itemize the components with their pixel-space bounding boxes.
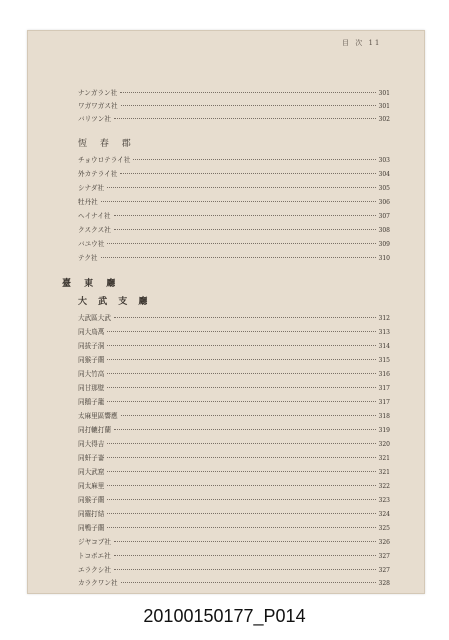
dot-leader (121, 105, 376, 106)
dot-leader (107, 443, 375, 444)
dot-leader (114, 429, 376, 430)
toc-entry (78, 511, 390, 518)
toc-entry-page: 310 (378, 255, 390, 262)
toc-entry (78, 255, 390, 262)
toc-entry (78, 343, 390, 350)
toc-entry-page: 326 (378, 539, 390, 546)
toc-entry-page: 318 (378, 413, 390, 420)
toc-entry (78, 567, 390, 574)
toc-entry (78, 385, 390, 392)
dot-leader (107, 401, 375, 402)
toc-entry-page: 301 (378, 103, 390, 110)
dot-leader (107, 471, 375, 472)
toc-entry (78, 116, 390, 123)
toc-entry-name: 同虷子崙 (78, 454, 105, 462)
section-heading: 恆 春 郡 (78, 139, 136, 149)
toc-entry (78, 329, 390, 336)
toc-entry (78, 539, 390, 546)
dot-leader (101, 257, 376, 258)
toc-entry-name: 同鵝子籠 (78, 398, 105, 406)
dot-leader (133, 159, 375, 160)
toc-entry-name: 同鴨子蘭 (78, 524, 105, 532)
toc-entry-name: 外カテライ社 (78, 170, 118, 178)
toc-entry-name: 同羅打結 (78, 510, 105, 518)
section-heading: 臺 東 廳 (62, 279, 121, 289)
dot-leader (121, 415, 376, 416)
toc-entry-page: 327 (378, 567, 390, 574)
toc-entry (78, 580, 390, 587)
dot-leader (114, 541, 376, 542)
dot-leader (114, 569, 376, 570)
toc-entry-page: 301 (378, 90, 390, 97)
toc-entry-name: シナダ社 (78, 184, 105, 192)
toc-entry-name: ヘイナイ社 (78, 212, 111, 220)
toc-entry-page: 317 (378, 385, 390, 392)
dot-leader (107, 485, 375, 486)
toc-entry-name: テク社 (78, 254, 98, 262)
toc-entry-page: 320 (378, 441, 390, 448)
toc-entry-name: 同猴子蘭 (78, 496, 105, 504)
toc-entry-page: 327 (378, 553, 390, 560)
toc-entry-page: 307 (378, 213, 390, 220)
toc-entry (78, 157, 390, 164)
dot-leader (107, 513, 375, 514)
toc-entry (78, 441, 390, 448)
image-caption: 20100150177_P014 (143, 606, 306, 626)
dot-leader (107, 373, 375, 374)
toc-entry-name: エラクシ社 (78, 566, 111, 574)
toc-entry-page: 304 (378, 171, 390, 178)
toc-entry (78, 315, 390, 322)
toc-entry-page: 303 (378, 157, 390, 164)
dot-leader (107, 359, 375, 360)
toc-entry-page: 316 (378, 371, 390, 378)
toc-entry (78, 371, 390, 378)
toc-entry-page: 324 (378, 511, 390, 518)
toc-entry (78, 427, 390, 434)
toc-entry-name: チョウロテライ社 (78, 156, 131, 164)
toc-entry-name: 同大得吉 (78, 440, 105, 448)
toc-entry (78, 553, 390, 560)
toc-entry-name: バリツン社 (78, 115, 111, 123)
dot-leader (107, 499, 375, 500)
toc-entry-name: カラクワン社 (78, 579, 118, 587)
dot-leader (114, 118, 376, 119)
dot-leader (114, 229, 376, 230)
dot-leader (107, 243, 375, 244)
toc-entry-page: 317 (378, 399, 390, 406)
dot-leader (120, 92, 375, 93)
toc-entry (78, 185, 390, 192)
toc-entry (78, 199, 390, 206)
toc-entry (78, 241, 390, 248)
dot-leader (121, 582, 376, 583)
toc-entry (78, 483, 390, 490)
toc-entry (78, 103, 390, 110)
toc-entry (78, 469, 390, 476)
dot-leader (107, 527, 375, 528)
toc-entry-name: トコボエ社 (78, 552, 111, 560)
dot-leader (107, 331, 375, 332)
dot-leader (114, 317, 376, 318)
dot-leader (114, 555, 376, 556)
toc-entry-name: ワガワガス社 (78, 102, 118, 110)
toc-entry-page: 322 (378, 483, 390, 490)
running-header: 目 次 11 (342, 39, 382, 47)
toc-entry-page: 328 (378, 580, 390, 587)
toc-entry (78, 497, 390, 504)
toc-entry (78, 525, 390, 532)
toc-entry-page: 315 (378, 357, 390, 364)
dot-leader (120, 173, 375, 174)
dot-leader (107, 387, 375, 388)
toc-entry-name: 同大竹高 (78, 370, 105, 378)
toc-entry-name: クスクス社 (78, 226, 111, 234)
toc-entry-page: 312 (378, 315, 390, 322)
toc-entry-name: 同拔子洞 (78, 342, 105, 350)
toc-entry-name: 同大武窟 (78, 468, 105, 476)
toc-entry (78, 171, 390, 178)
toc-entry-page: 305 (378, 185, 390, 192)
toc-entry (78, 213, 390, 220)
toc-entry-page: 308 (378, 227, 390, 234)
toc-entry (78, 357, 390, 364)
toc-entry-name: 同大鳥萬 (78, 328, 105, 336)
toc-entry-name: 太麻里區響應 (78, 412, 118, 420)
subsection-heading: 大 武 支 廳 (78, 297, 152, 307)
toc-entry-page: 314 (378, 343, 390, 350)
toc-entry-name: 同甘那壁 (78, 384, 105, 392)
toc-entry (78, 455, 390, 462)
toc-entry-name: 大武區大武 (78, 314, 111, 322)
toc-entry-name: 同猴子蘭 (78, 356, 105, 364)
toc-entry-page: 319 (378, 427, 390, 434)
toc-entry-name: ナンガラン社 (78, 89, 118, 97)
toc-entry-name: 同太麻里 (78, 482, 105, 490)
toc-entry-page: 321 (378, 455, 390, 462)
toc-entry-page: 321 (378, 469, 390, 476)
toc-entry (78, 413, 390, 420)
toc-entry (78, 399, 390, 406)
toc-entry-name: バユウ社 (78, 240, 105, 248)
toc-entry-page: 313 (378, 329, 390, 336)
toc-entry-page: 309 (378, 241, 390, 248)
dot-leader (107, 187, 376, 188)
toc-entry-page: 306 (378, 199, 390, 206)
dot-leader (107, 345, 375, 346)
dot-leader (101, 201, 376, 202)
toc-entry-name: 同打轆打蘭 (78, 426, 111, 434)
dot-leader (114, 215, 376, 216)
toc-entry-page: 302 (378, 116, 390, 123)
toc-entry-name: ジヤコブ社 (78, 538, 111, 546)
toc-entry-page: 323 (378, 497, 390, 504)
toc-entry (78, 227, 390, 234)
toc-entry-page: 325 (378, 525, 390, 532)
toc-entry-name: 牡丹社 (78, 198, 98, 206)
toc-entry (78, 90, 390, 97)
dot-leader (107, 457, 375, 458)
